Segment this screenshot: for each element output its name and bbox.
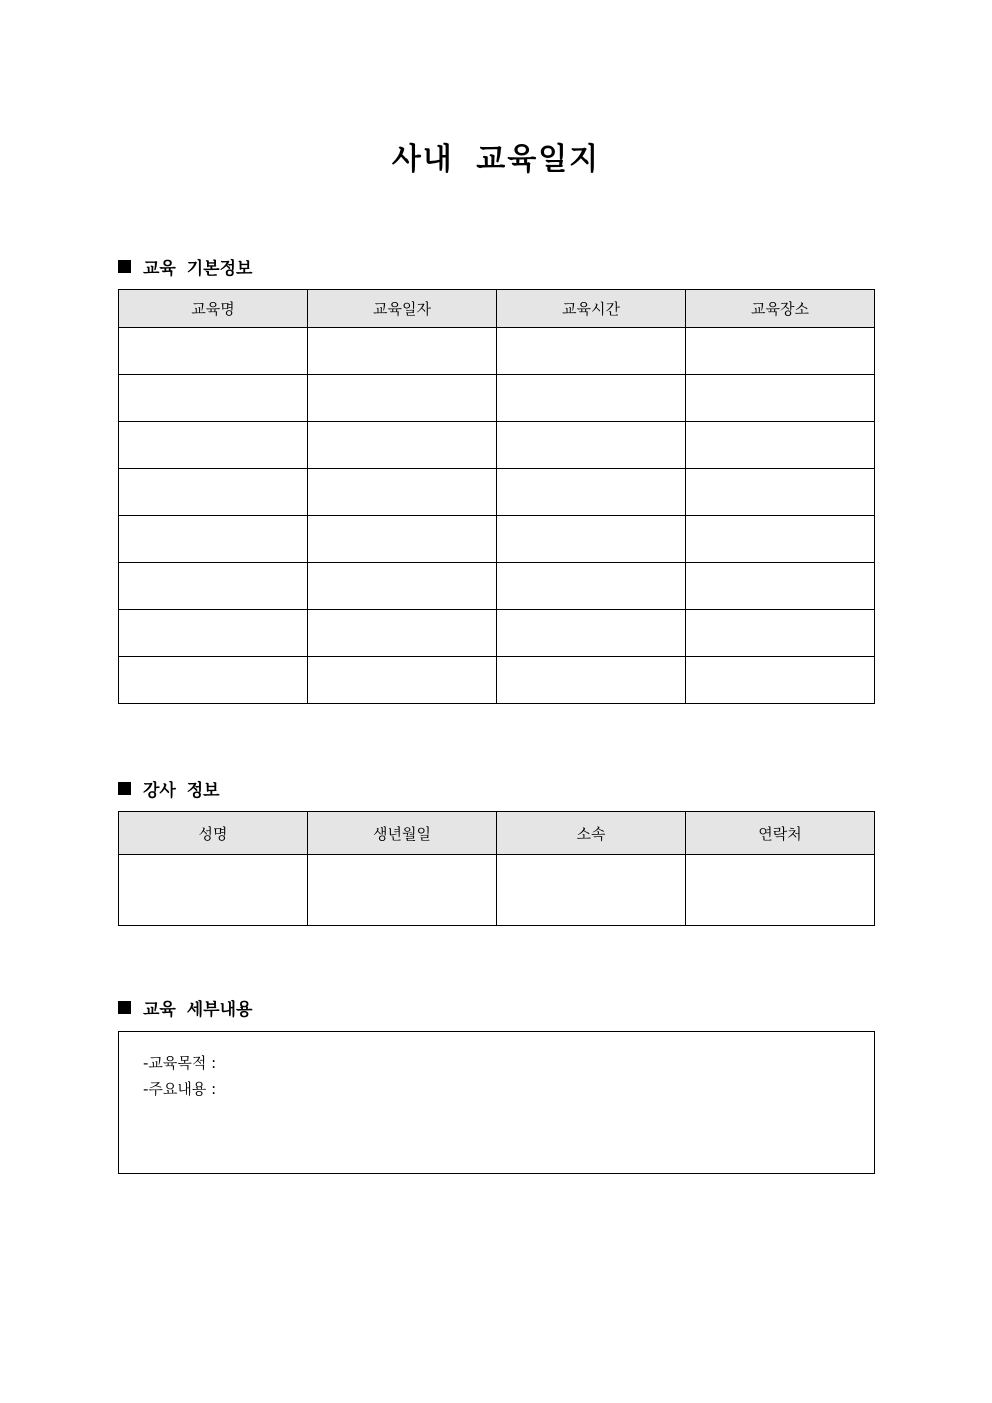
table-cell[interactable] (119, 516, 308, 563)
table-header-row (119, 812, 875, 855)
column-header: 소속 (497, 812, 686, 855)
table-cell[interactable] (497, 855, 686, 926)
table-cell[interactable] (686, 610, 875, 657)
table-cell[interactable] (308, 657, 497, 704)
table-row (119, 610, 875, 657)
table-cell[interactable] (119, 328, 308, 375)
table-row (119, 422, 875, 469)
column-header: 교육일자 (308, 290, 497, 328)
table-cell[interactable] (686, 516, 875, 563)
column-header: 연락처 (686, 812, 875, 855)
table-cell[interactable] (308, 516, 497, 563)
column-header: 교육장소 (686, 290, 875, 328)
section-heading-label: 교육 세부내용 (143, 1000, 253, 1020)
detail-line-purpose: -교육목적 : (143, 1054, 217, 1072)
table-cell[interactable] (686, 422, 875, 469)
table-row (119, 516, 875, 563)
column-header: 교육명 (119, 290, 308, 328)
column-header: 성명 (119, 812, 308, 855)
black-square-bullet-icon (118, 782, 131, 795)
table-cell[interactable] (686, 563, 875, 610)
table-cell[interactable] (119, 422, 308, 469)
section-heading-training-details (118, 995, 252, 1020)
detail-line-main-content: -주요내용 : (143, 1080, 217, 1098)
table-cell[interactable] (497, 610, 686, 657)
table-cell[interactable] (308, 563, 497, 610)
page-title: 사내 교육일지 (391, 142, 601, 177)
section-heading-label: 강사 정보 (143, 781, 220, 801)
table-cell[interactable] (686, 855, 875, 926)
table-cell[interactable] (119, 375, 308, 422)
table-cell[interactable] (119, 469, 308, 516)
training-details-box[interactable] (118, 1031, 875, 1174)
table-cell[interactable] (308, 469, 497, 516)
basic-info-table (118, 289, 875, 704)
table-cell[interactable] (308, 610, 497, 657)
table-cell[interactable] (497, 469, 686, 516)
table-cell[interactable] (686, 469, 875, 516)
section-heading-basic-info (118, 254, 252, 279)
table-row (119, 469, 875, 516)
table-row (119, 563, 875, 610)
table-row (119, 328, 875, 375)
column-header: 생년월일 (308, 812, 497, 855)
table-cell[interactable] (497, 422, 686, 469)
column-header: 교육시간 (497, 290, 686, 328)
table-cell[interactable] (686, 328, 875, 375)
table-cell[interactable] (686, 375, 875, 422)
table-row (119, 657, 875, 704)
instructor-info-table (118, 811, 875, 926)
table-cell[interactable] (497, 657, 686, 704)
table-cell[interactable] (119, 563, 308, 610)
table-header-row (119, 290, 875, 328)
black-square-bullet-icon (118, 1001, 131, 1014)
table-cell[interactable] (308, 422, 497, 469)
table-cell[interactable] (497, 328, 686, 375)
table-cell[interactable] (119, 657, 308, 704)
section-heading-instructor-info (118, 776, 220, 801)
table-cell[interactable] (686, 657, 875, 704)
black-square-bullet-icon (118, 260, 131, 273)
table-cell[interactable] (497, 375, 686, 422)
table-cell[interactable] (497, 563, 686, 610)
table-cell[interactable] (308, 855, 497, 926)
table-row (119, 855, 875, 926)
section-heading-label: 교육 기본정보 (143, 259, 253, 279)
table-row (119, 375, 875, 422)
table-cell[interactable] (119, 610, 308, 657)
table-cell[interactable] (119, 855, 308, 926)
table-cell[interactable] (308, 375, 497, 422)
table-cell[interactable] (497, 516, 686, 563)
table-cell[interactable] (308, 328, 497, 375)
